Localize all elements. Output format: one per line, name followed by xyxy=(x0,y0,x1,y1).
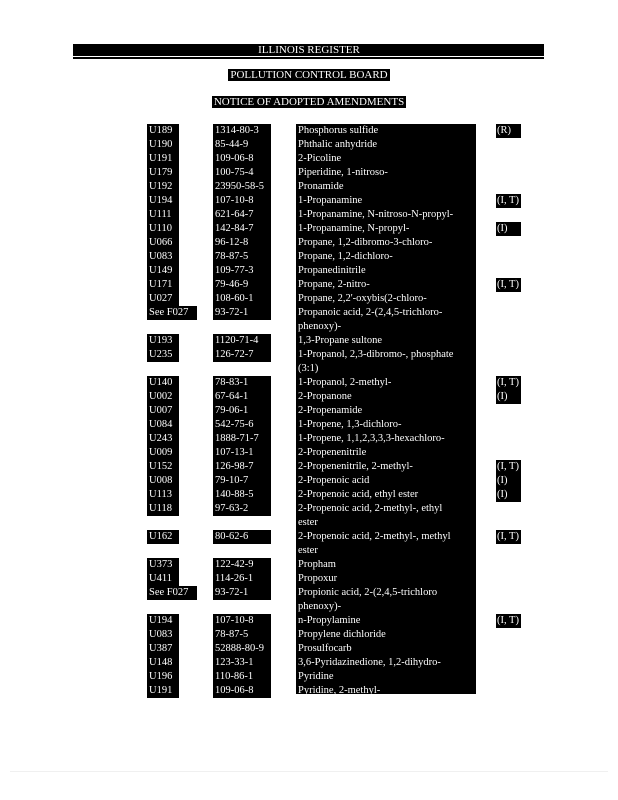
waste-code: U162 xyxy=(147,530,179,544)
hazard-code: (R) xyxy=(496,124,521,138)
waste-code: U083 xyxy=(147,250,179,264)
waste-code: U118 xyxy=(147,502,179,516)
substance-name: 1-Propanol, 2,3-dibromo-, phosphate xyxy=(298,349,454,360)
cas-number: 126-72-7 xyxy=(213,348,271,362)
substance-name: 2-Propenoic acid, ethyl ester xyxy=(298,489,419,500)
substance-name: 3,6-Pyridazinedione, 1,2-dihydro- xyxy=(298,657,441,668)
hazard-code: (I) xyxy=(496,390,521,404)
substance-name: 1-Propanol, 2-methyl- xyxy=(298,377,392,388)
cas-number: 126-98-7 xyxy=(213,460,271,474)
substance-name: Prosulfocarb xyxy=(298,643,352,654)
cas-number: 1120-71-4 xyxy=(213,334,271,348)
cas-number: 109-77-3 xyxy=(213,264,271,278)
cas-number: 107-13-1 xyxy=(213,446,271,460)
waste-code: U140 xyxy=(147,376,179,390)
cas-number: 1314-80-3 xyxy=(213,124,271,138)
hazard-code: (I, T) xyxy=(496,194,521,208)
substance-name: 2-Propenoic acid xyxy=(298,475,370,486)
waste-code: U192 xyxy=(147,180,179,194)
waste-code: U002 xyxy=(147,390,179,404)
waste-code: U189 xyxy=(147,124,179,138)
waste-code: U194 xyxy=(147,614,179,628)
substance-name: Propane, 2,2'-oxybis(2-chloro- xyxy=(298,293,427,304)
substance-name: Phosphorus sulfide xyxy=(298,125,379,136)
cas-number: 85-44-9 xyxy=(213,138,271,152)
substance-name: Phthalic anhydride xyxy=(298,139,378,150)
hazard-code: (I) xyxy=(496,474,521,488)
waste-code: U235 xyxy=(147,348,179,362)
cas-number: 79-46-9 xyxy=(213,278,271,292)
substance-name: Pyridine, 2-methyl- xyxy=(298,685,381,696)
cas-number: 123-33-1 xyxy=(213,656,271,670)
cas-number: 78-83-1 xyxy=(213,376,271,390)
cas-number: 100-75-4 xyxy=(213,166,271,180)
waste-code: U149 xyxy=(147,264,179,278)
cas-number: 621-64-7 xyxy=(213,208,271,222)
cas-number: 78-87-5 xyxy=(213,628,271,642)
waste-code: U152 xyxy=(147,460,179,474)
hazard-code: (I, T) xyxy=(496,530,521,544)
substance-name: Propham xyxy=(298,559,336,570)
cas-number: 107-10-8 xyxy=(213,194,271,208)
waste-code: U411 xyxy=(147,572,179,586)
substance-name: Propylene dichloride xyxy=(298,629,386,640)
cas-number: 78-87-5 xyxy=(213,250,271,264)
cas-number: 114-26-1 xyxy=(213,572,271,586)
substance-name: Propane, 1,2-dibromo-3-chloro- xyxy=(298,237,433,248)
cas-number: 79-10-7 xyxy=(213,474,271,488)
substance-name: 1-Propene, 1,1,2,3,3,3-hexachloro- xyxy=(298,433,445,444)
board-name xyxy=(0,69,618,81)
waste-code: See F027 xyxy=(147,306,197,320)
notice-title-text: NOTICE OF ADOPTED AMENDMENTS xyxy=(213,96,405,108)
substance-name-continued: phenoxy)- xyxy=(298,321,342,332)
waste-code: U007 xyxy=(147,404,179,418)
header-underline xyxy=(73,57,544,59)
cas-number: 110-86-1 xyxy=(213,670,271,684)
cas-number: 109-06-8 xyxy=(213,152,271,166)
waste-code: U066 xyxy=(147,236,179,250)
cas-number: 96-12-8 xyxy=(213,236,271,250)
cas-number: 140-88-5 xyxy=(213,488,271,502)
substance-name: 2-Propenoic acid, 2-methyl-, methyl xyxy=(298,531,451,542)
waste-code: U110 xyxy=(147,222,179,236)
cas-number: 109-06-8 xyxy=(213,684,271,698)
substance-name: 2-Propanone xyxy=(298,391,352,402)
substance-name: Propanoic acid, 2-(2,4,5-trichloro- xyxy=(298,307,443,318)
cas-number: 52888-80-9 xyxy=(213,642,271,656)
substance-name: 1-Propene, 1,3-dichloro- xyxy=(298,419,402,430)
hazard-code: (I, T) xyxy=(496,460,521,474)
hazard-code: (I) xyxy=(496,488,521,502)
notice-title xyxy=(0,96,618,108)
waste-code: U191 xyxy=(147,152,179,166)
cas-number: 79-06-1 xyxy=(213,404,271,418)
waste-code: U027 xyxy=(147,292,179,306)
substance-name: 1,3-Propane sultone xyxy=(298,335,382,346)
hazard-code: (I, T) xyxy=(496,614,521,628)
substance-name: Propanedinitrile xyxy=(298,265,366,276)
hazard-code: (I, T) xyxy=(496,278,521,292)
waste-code: U196 xyxy=(147,670,179,684)
waste-code: U009 xyxy=(147,446,179,460)
cas-number: 142-84-7 xyxy=(213,222,271,236)
substance-name-continued: ester xyxy=(298,545,318,556)
cas-number: 93-72-1 xyxy=(213,586,271,600)
waste-code: U191 xyxy=(147,684,179,698)
board-name-text: POLLUTION CONTROL BOARD xyxy=(230,69,388,81)
substance-name: n-Propylamine xyxy=(298,615,361,626)
waste-code: U113 xyxy=(147,488,179,502)
cas-number: 1888-71-7 xyxy=(213,432,271,446)
substance-name: 2-Propenenitrile, 2-methyl- xyxy=(298,461,413,472)
waste-code: U193 xyxy=(147,334,179,348)
cas-number: 23950-58-5 xyxy=(213,180,271,194)
hazard-code: (I) xyxy=(496,222,521,236)
substance-name: 2-Propenoic acid, 2-methyl-, ethyl xyxy=(298,503,443,514)
waste-code: U083 xyxy=(147,628,179,642)
substance-name: Pyridine xyxy=(298,671,334,682)
substance-name: 1-Propanamine, N-propyl- xyxy=(298,223,410,234)
cas-number: 93-72-1 xyxy=(213,306,271,320)
substance-name: Piperidine, 1-nitroso- xyxy=(298,167,388,178)
cas-number: 67-64-1 xyxy=(213,390,271,404)
waste-code: U111 xyxy=(147,208,179,222)
waste-code: U194 xyxy=(147,194,179,208)
waste-code: U190 xyxy=(147,138,179,152)
waste-code: U373 xyxy=(147,558,179,572)
waste-code: U171 xyxy=(147,278,179,292)
waste-code: U084 xyxy=(147,418,179,432)
substance-name: Propane, 1,2-dichloro- xyxy=(298,251,393,262)
substance-name: 2-Picoline xyxy=(298,153,342,164)
substance-name-continued: ester xyxy=(298,517,318,528)
substance-name: 2-Propenamide xyxy=(298,405,363,416)
cas-number: 80-62-6 xyxy=(213,530,271,544)
substance-name-continued: phenoxy)- xyxy=(298,601,342,612)
waste-code: U387 xyxy=(147,642,179,656)
waste-code: U148 xyxy=(147,656,179,670)
cas-number: 108-60-1 xyxy=(213,292,271,306)
waste-code: U243 xyxy=(147,432,179,446)
cas-number: 97-63-2 xyxy=(213,502,271,516)
waste-code: See F027 xyxy=(147,586,197,600)
substance-name-continued: (3:1) xyxy=(298,363,319,374)
register-title: ILLINOIS REGISTER xyxy=(258,44,360,56)
substance-name: Propane, 2-nitro- xyxy=(298,279,370,290)
hazard-code: (I, T) xyxy=(496,376,521,390)
substance-name: Propoxur xyxy=(298,573,338,584)
substance-name: 1-Propanamine, N-nitroso-N-propyl- xyxy=(298,209,454,220)
waste-code: U179 xyxy=(147,166,179,180)
substance-name: Pronamide xyxy=(298,181,344,192)
waste-code: U008 xyxy=(147,474,179,488)
cas-number: 542-75-6 xyxy=(213,418,271,432)
substance-name: Propionic acid, 2-(2,4,5-trichloro xyxy=(298,587,438,598)
cas-number: 107-10-8 xyxy=(213,614,271,628)
substance-name: 2-Propenenitrile xyxy=(298,447,367,458)
page-bottom-rule xyxy=(10,771,608,772)
cas-number: 122-42-9 xyxy=(213,558,271,572)
substance-name: 1-Propanamine xyxy=(298,195,363,206)
